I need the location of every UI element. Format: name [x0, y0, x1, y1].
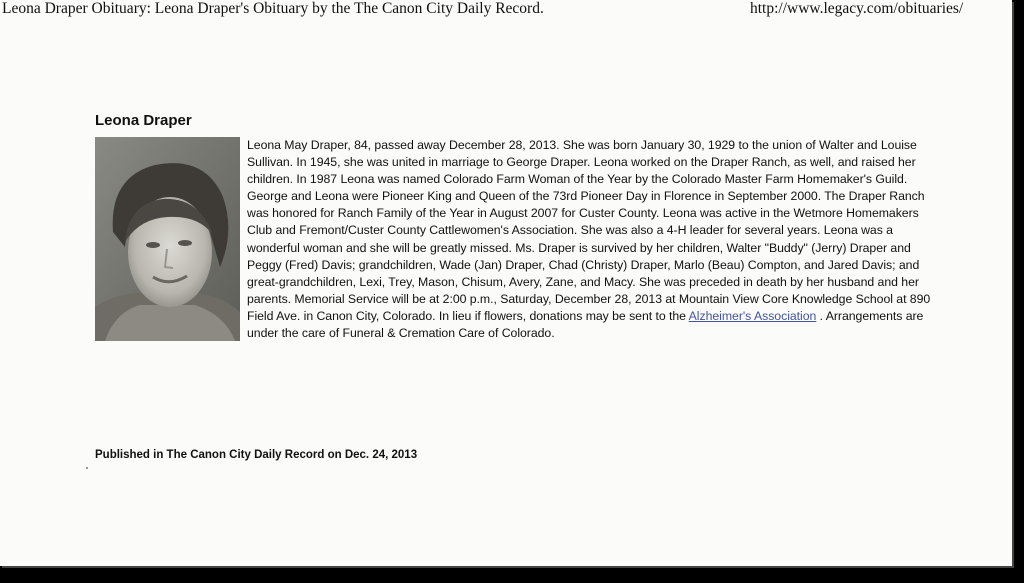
alzheimers-association-link[interactable]: Alzheimer's Association [688, 308, 817, 323]
scan-speck [86, 467, 88, 469]
published-line: Published in The Canon City Daily Record on Dec. 24, 2013 [95, 449, 418, 461]
page-url: http://www.legacy.com/obituaries/ [750, 0, 964, 17]
photo-spacer [95, 137, 247, 344]
obituary-closing: . Arrangements are under the care of Funeral & Cremation Care of Colorado. [247, 308, 924, 341]
obituary-text [95, 137, 940, 344]
obituary-body: Leona May Draper, 84, passed away December 28, 2013. She was born January 30, 1929 to the union of Walter and Louise Sullivan. In 1945, she was united in marriage to George Draper. Leona worked on the Draper Ranch, as well, and raised her children. In 1987 Leona was named Colorado Farm Woman of the Year by the Colorado Master Farm Homemaker's Guild. George and Leona were Pioneer King and Queen of the 73rd Pioneer Day in Florence in September 2000. The Draper Ranch was honored for Ranch Family of the Year in August 2007 for Custer County. Leona was active in the Wetmore Homemakers Club and Fremont/Custer County Cattlewomen's Association. She was also a 4-H leader for several years. Leona was a wonderful woman and she will be greatly missed. Ms. Draper is survived by her children, Walter "Buddy" (Jerry) Draper and Peggy (Fred) Davis; grandchildren, Wade (Jan) Draper, Chad (Christy) Draper, Marlo (Beau) Compton, and Jared Davis; and great-grandchildren, Lexi, Trey, Mason, Chisum, Avery, Zane, and Macy. She was preceded in death by her husband and her parents. Memorial Service will be at 2:00 p.m., Saturday, December 28, 2013 at Mountain View Core Knowledge School at 890 Field Ave. in Canon City, Colorado. In lieu if flowers, donations may be sent to the [247, 138, 931, 323]
page-title: Leona Draper Obituary: Leona Draper's Obituary by the The Canon City Daily Record. [2, 0, 544, 17]
deceased-name: Leona Draper [95, 112, 192, 129]
print-header [0, 0, 1012, 20]
